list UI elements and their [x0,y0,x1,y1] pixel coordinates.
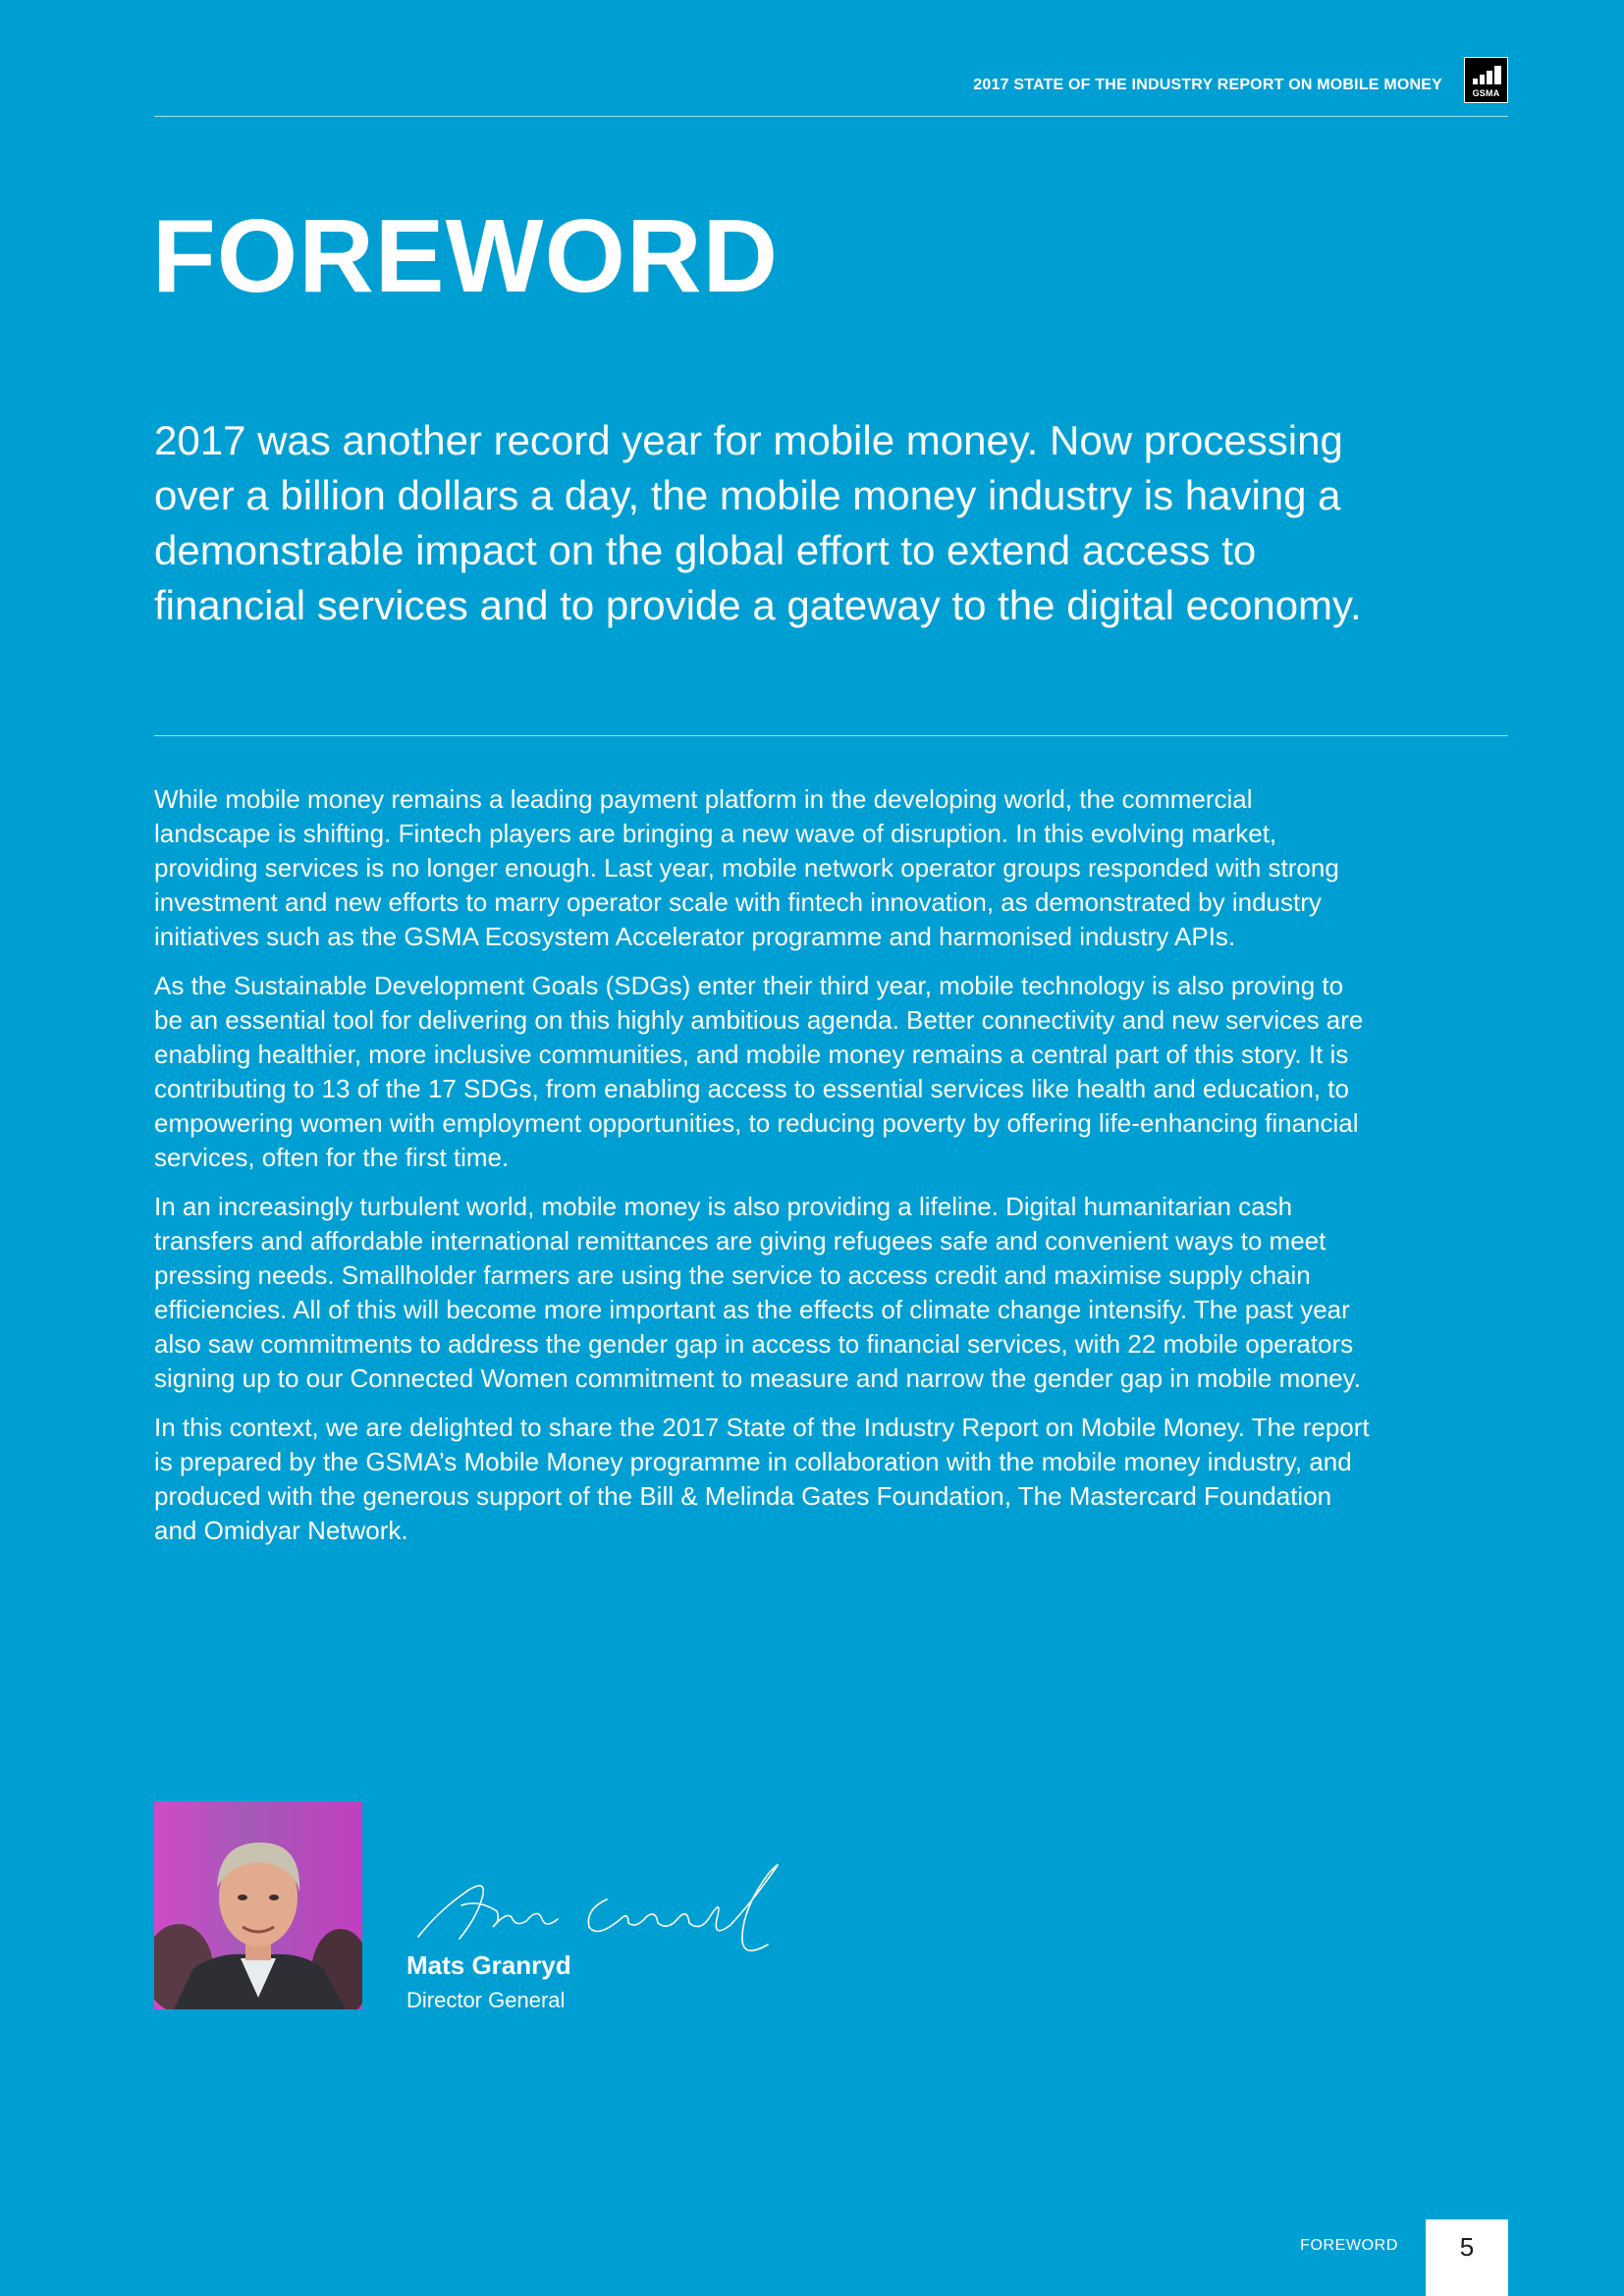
portrait-photo [154,1801,362,2009]
header-divider [154,116,1508,117]
section-divider [154,735,1508,736]
gsma-signal-bars-icon [1473,65,1502,86]
paragraph-4: In this context, we are delighted to share the 2017 State of the Industry Report on Mobile Money. The report is prepared by the GSMA’s Mobile Money programme in collaboration with the mobile money industry, and produced with the generous support of the Bill & Melinda Gates Foundation, The Mastercard Foundation and Omidyar Network. [154,1413,1370,1545]
paragraph-2: As the Sustainable Development Goals (SDGs) enter their third year, mobile technology is also proving to be an essential tool for delivering on this highly ambitious agenda. Better connectivity and new services are enabling healthier, more inclusive communities, and mobile money remains a central part of this story. It is contributing to 13 of the 17 SDGs, from enabling access to essential services like health and education, to empowering women with employment opportunities, to reducing poverty by offering life-enhancing financial services, often for the first time. [154,971,1364,1172]
signature-image [410,1850,803,1958]
footer-section-label: FOREWORD [1300,2237,1398,2254]
page-number: 5 [1459,2232,1475,2262]
report-title: 2017 STATE OF THE INDUSTRY REPORT ON MOBILE MONEY [973,77,1442,93]
gsma-logo [1464,57,1508,103]
signatory-title: Director General [406,1988,566,2012]
gsma-logo-text: GSMA [1472,88,1500,98]
intro-statement: 2017 was another record year for mobile money. Now processing over a billion dollars a day, the mobile money industry is having a demonstrable impact on the global effort to extend access to financial services and to provide a gateway to the digital economy. [154,417,1362,628]
signatory-name: Mats Granryd [406,1950,571,1980]
paragraph-1: While mobile money remains a leading payment platform in the developing world, the commercial landscape is shifting. Fintech players are bringing a new wave of disruption. In this evolving market, providing services is no longer enough. Last year, mobile network operator groups responded with strong investment and new efforts to marry operator scale with fintech innovation, as demonstrated by industry initiatives such as the GSMA Ecosystem Accelerator programme and harmonised industry APIs. [154,784,1339,951]
page-number-box [1426,2219,1508,2296]
paragraph-3: In an increasingly turbulent world, mobile money is also providing a lifeline. Digital humanitarian cash transfers and affordable international remittances are giving refugees safe and convenient ways to meet pressing needs. Smallholder farmers are using the service to access credit and maximise supply chain efficiencies. All of this will become more important as the effects of climate change intensify. The past year also saw commitments to address the gender gap in access to financial services, with 22 mobile operators signing up to our Connected Women commitment to measure and narrow the gender gap in mobile money. [154,1192,1361,1393]
foreword-body [154,782,1372,1563]
page-title: FOREWORD [152,198,780,314]
